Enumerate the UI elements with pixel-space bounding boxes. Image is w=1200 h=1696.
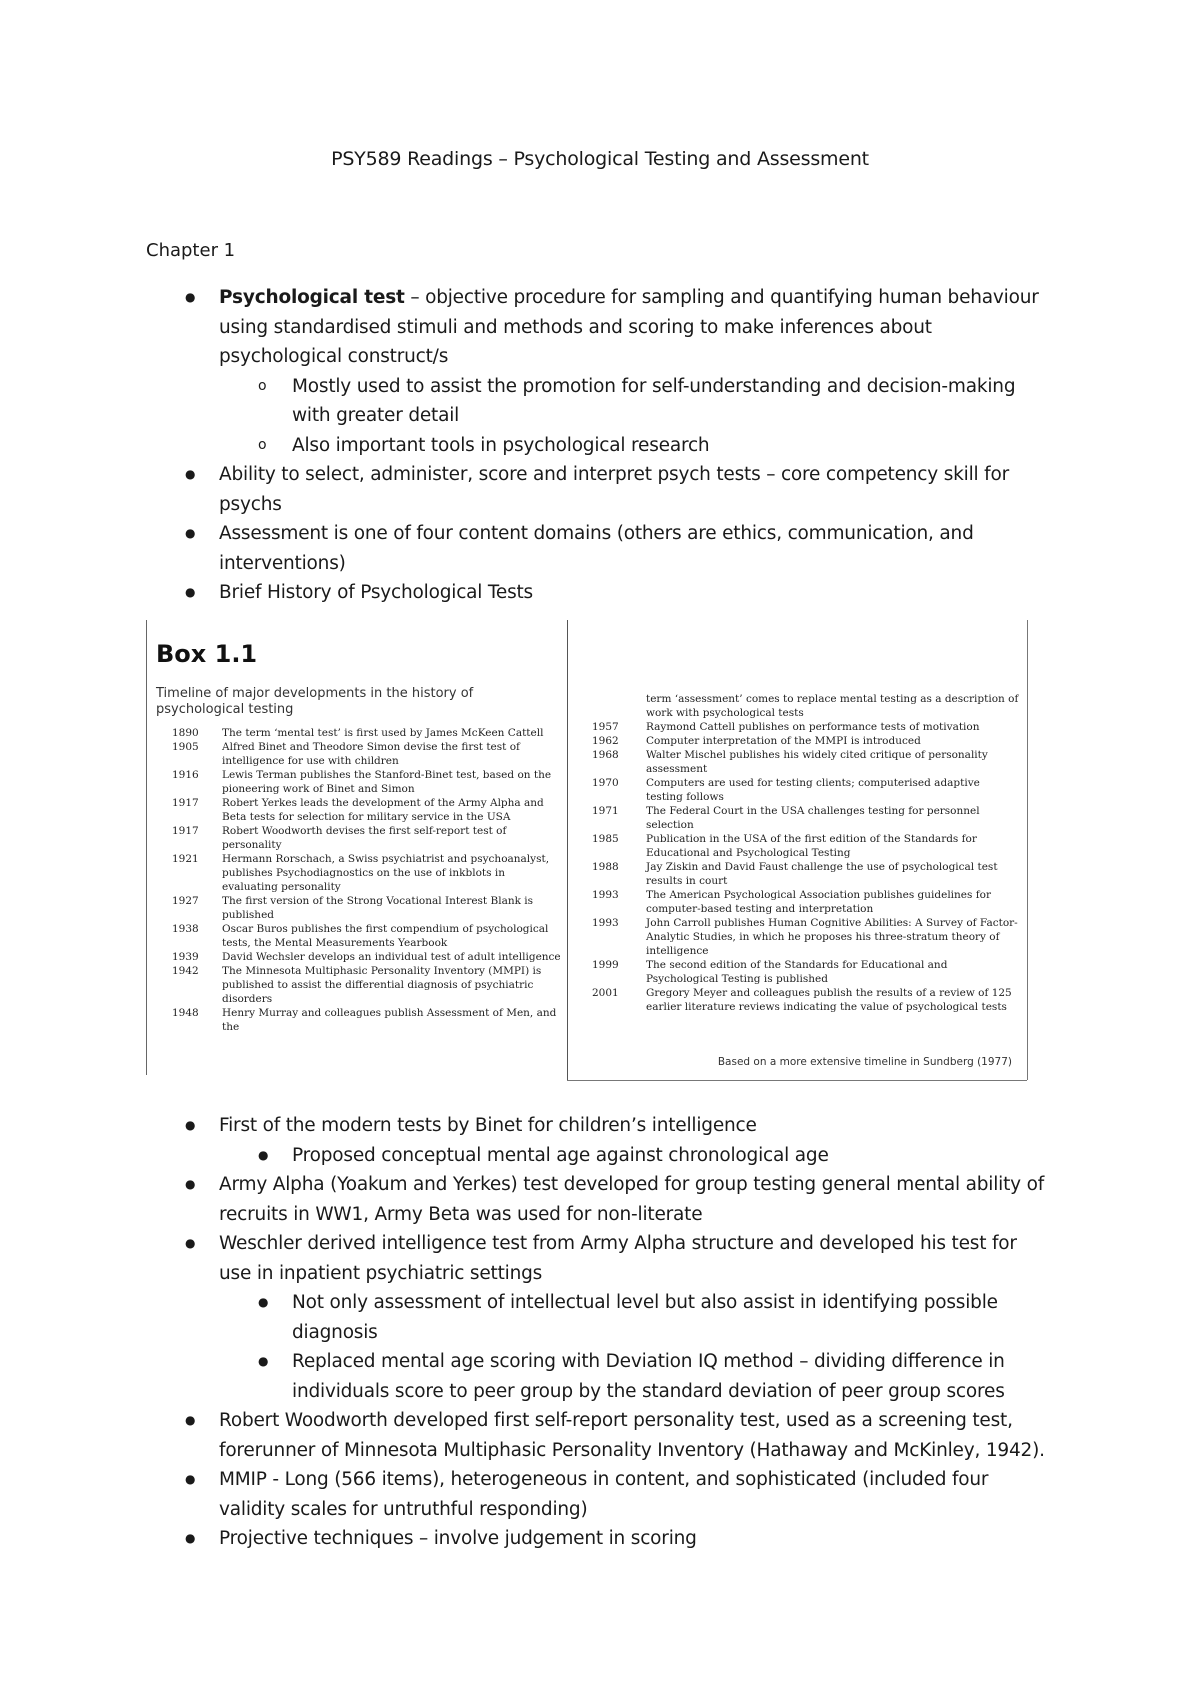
timeline-entry (592, 832, 1020, 860)
bullet-icon: ● (185, 1413, 196, 1427)
timeline-text: The first version of the Strong Vocational Interest Blank is published (222, 895, 534, 921)
timeline-entry (172, 824, 564, 852)
list-item (0, 1347, 1200, 1406)
timeline-year: 1993 (592, 917, 619, 929)
timeline-text: Robert Woodworth devises the first self-report test of personality (222, 825, 507, 851)
bullet-icon: ● (185, 467, 196, 481)
figure-border (567, 1080, 1027, 1081)
bullet-icon: ● (185, 1472, 196, 1486)
timeline-entry (592, 776, 1020, 804)
list-item-text: First of the modern tests by Binet for children’s intelligence (219, 1115, 757, 1136)
timeline-text: Raymond Cattell publishes on performance tests of motivation (646, 721, 980, 733)
list-item (0, 431, 1200, 461)
bullet-icon: ● (185, 526, 196, 540)
timeline-entry (172, 740, 564, 768)
timeline-entry (592, 720, 1020, 734)
list-item-text: MMIP - Long (566 items), heterogeneous in content, and sophisticated (included four validity scales for untruthful responding) (219, 1469, 989, 1520)
list-item (0, 578, 1200, 608)
timeline-year: 1971 (592, 805, 619, 817)
bullet-icon: ● (185, 1531, 196, 1545)
timeline-figure (146, 620, 1028, 1080)
timeline-left-column (172, 726, 564, 1034)
timeline-entry (172, 1006, 564, 1034)
timeline-year: 1921 (172, 853, 199, 865)
list-item (0, 1288, 1200, 1347)
timeline-year: 1917 (172, 797, 199, 809)
timeline-right-column (592, 692, 1020, 1014)
timeline-continuation: term ‘assessment’ comes to replace mental testing as a description of work with psychological tests (646, 693, 1019, 719)
list-item-text: Robert Woodworth developed first self-report personality test, used as a screening test, forerunner of Minnesota Multiphasic Personality Inventory (Hathaway and McKinley, 1942). (219, 1410, 1045, 1461)
list-item-text: Proposed conceptual mental age against chronological age (292, 1144, 829, 1166)
bullet-icon: ● (185, 290, 196, 304)
timeline-text: David Wechsler develops an individual test of adult intelligence (222, 951, 561, 963)
timeline-year: 1890 (172, 727, 199, 739)
timeline-text: The American Psychological Association publishes guidelines for computer-based testing and interpretation (646, 889, 991, 915)
timeline-year: 1939 (172, 951, 199, 963)
timeline-text: The second edition of the Standards for Educational and Psychological Testing is published (646, 959, 948, 985)
timeline-text: The term ‘mental test’ is first used by James McKeen Cattell (222, 727, 544, 739)
figure-title: Box 1.1 (156, 640, 258, 668)
list-item (0, 1111, 1200, 1141)
timeline-text: The Minnesota Multiphasic Personality Inventory (MMPI) is published to assist the differential diagnosis of psychiatric disorders (222, 965, 542, 1005)
timeline-text: Robert Yerkes leads the development of the Army Alpha and Beta tests for selection for military service in the USA (222, 797, 544, 823)
notes-list-1 (0, 283, 1200, 608)
timeline-entry (172, 796, 564, 824)
bullet-icon: ● (185, 585, 196, 599)
figure-divider (567, 620, 568, 1080)
list-item (0, 1229, 1200, 1288)
figure-credit: Based on a more extensive timeline in Sundberg (1977) (717, 1056, 1012, 1068)
timeline-year: 1968 (592, 749, 619, 761)
term-label: Psychological test (219, 287, 405, 308)
timeline-entry (592, 748, 1020, 776)
timeline-year: 1905 (172, 741, 199, 753)
timeline-text: Publication in the USA of the first edition of the Standards for Educational and Psychological Testing (646, 833, 977, 859)
timeline-text: Jay Ziskin and David Faust challenge the use of psychological test results in court (646, 861, 998, 887)
figure-border (146, 620, 147, 1075)
timeline-year: 1985 (592, 833, 619, 845)
bullet-icon: ● (258, 1354, 269, 1368)
timeline-entry (592, 916, 1020, 958)
timeline-year: 1917 (172, 825, 199, 837)
list-item-text: Army Alpha (Yoakum and Yerkes) test developed for group testing general mental ability of recruits in WW1, Army Beta was used for non-literate (219, 1174, 1045, 1225)
timeline-entry (592, 986, 1020, 1014)
list-item (0, 1524, 1200, 1554)
timeline-entry (172, 922, 564, 950)
term-definition: – objective procedure for sampling and quantifying human behaviour using standardised stimuli and methods and scoring to make inferences about psychological construct/s (219, 287, 1039, 367)
timeline-text: Gregory Meyer and colleagues publish the results of a review of 125 earlier literature reviews indicating the value of psychological tests (646, 987, 1012, 1013)
timeline-entry (592, 734, 1020, 748)
timeline-year: 1999 (592, 959, 619, 971)
bullet-icon: ● (258, 1147, 269, 1162)
list-item-text: Also important tools in psychological research (292, 434, 710, 456)
timeline-text: The Federal Court in the USA challenges testing for personnel selection (646, 805, 980, 831)
figure-subtitle: Timeline of major developments in the history of psychological testing (156, 686, 474, 717)
bullet-icon: ● (185, 1236, 196, 1250)
timeline-entry (592, 804, 1020, 832)
list-item-text: Projective techniques – involve judgement in scoring (219, 1528, 697, 1549)
timeline-year: 1993 (592, 889, 619, 901)
timeline-entry (592, 860, 1020, 888)
timeline-entry (172, 852, 564, 894)
circle-bullet-icon: o (258, 377, 267, 394)
timeline-text: Henry Murray and colleagues publish Assessment of Men, and the (222, 1007, 557, 1033)
timeline-text: Oscar Buros publishes the first compendium of psychological tests, the Mental Measurements Yearbook (222, 923, 549, 949)
timeline-text: Walter Mischel publishes his widely cited critique of personality assessment (646, 749, 988, 775)
timeline-year: 1942 (172, 965, 199, 977)
list-item (0, 519, 1200, 578)
bullet-icon: ● (185, 1177, 196, 1191)
figure-border (1027, 620, 1028, 1080)
list-item (0, 1406, 1200, 1465)
list-item (0, 372, 1200, 431)
list-item (0, 1465, 1200, 1524)
timeline-entry (172, 894, 564, 922)
list-item-text: Replaced mental age scoring with Deviation IQ method – dividing difference in individuals score to peer group by the standard deviation of peer group scores (292, 1351, 1005, 1402)
timeline-year: 1970 (592, 777, 619, 789)
timeline-entry (172, 964, 564, 1006)
timeline-text: Alfred Binet and Theodore Simon devise the first test of intelligence for use with children (222, 741, 520, 767)
timeline-year: 1988 (592, 861, 619, 873)
timeline-year: 1948 (172, 1007, 199, 1019)
timeline-text: Lewis Terman publishes the Stanford-Binet test, based on the pioneering work of Binet and Simon (222, 769, 552, 795)
list-item-text: Not only assessment of intellectual level but also assist in identifying possible diagnosis (292, 1292, 998, 1343)
timeline-text: Computer interpretation of the MMPI is introduced (646, 735, 921, 747)
list-item-text: Brief History of Psychological Tests (219, 582, 533, 603)
circle-bullet-icon: o (258, 436, 267, 453)
timeline-entry (592, 888, 1020, 916)
timeline-text: Hermann Rorschach, a Swiss psychiatrist and psychoanalyst, publishes Psychodiagnostics on the use of inkblots in evaluating personality (222, 853, 550, 893)
list-item (0, 460, 1200, 519)
timeline-year: 1916 (172, 769, 199, 781)
timeline-text: John Carroll publishes Human Cognitive Abilities: A Survey of Factor-Analytic Studies, in which he proposes his three-stratum theory of intelligence (646, 917, 1018, 957)
timeline-entry (592, 958, 1020, 986)
list-item-text: Weschler derived intelligence test from Army Alpha structure and developed his test for use in inpatient psychiatric settings (219, 1233, 1017, 1284)
timeline-text: Computers are used for testing clients; computerised adaptive testing follows (646, 777, 980, 803)
bullet-icon: ● (185, 1118, 196, 1132)
list-item (0, 1170, 1200, 1229)
timeline-year: 1962 (592, 735, 619, 747)
timeline-entry (172, 726, 564, 740)
timeline-year: 1957 (592, 721, 619, 733)
list-item-text: Mostly used to assist the promotion for self-understanding and decision-making with greater detail (292, 375, 1016, 426)
timeline-entry (172, 768, 564, 796)
chapter-heading: Chapter 1 (146, 240, 236, 261)
list-item (0, 283, 1200, 372)
timeline-entry (172, 950, 564, 964)
list-item (0, 1141, 1200, 1171)
notes-list-2 (0, 1111, 1200, 1554)
list-item-text: Ability to select, administer, score and interpret psych tests – core competency skill for psychs (219, 464, 1009, 515)
bullet-icon: ● (258, 1295, 269, 1309)
list-item-text: Assessment is one of four content domains (others are ethics, communication, and interventions) (219, 523, 974, 574)
timeline-year: 1927 (172, 895, 199, 907)
page-title: PSY589 Readings – Psychological Testing and Assessment (331, 148, 869, 170)
timeline-year: 2001 (592, 987, 619, 999)
timeline-year: 1938 (172, 923, 199, 935)
